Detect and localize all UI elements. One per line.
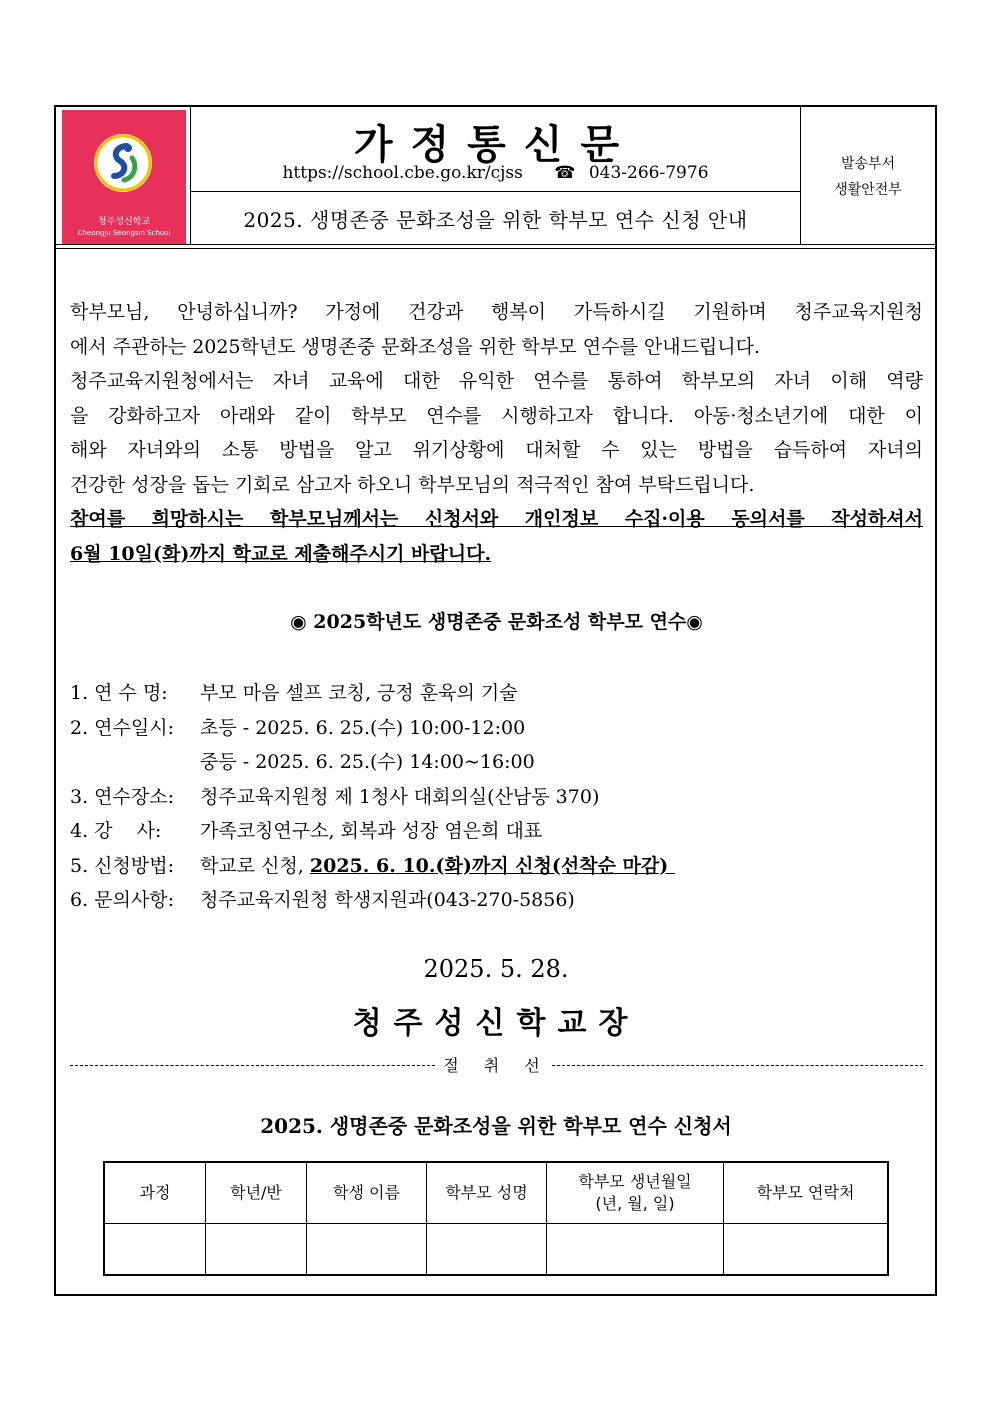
- info-item-datetime: [70, 711, 923, 746]
- principal-signature: 청주성신학교장: [352, 1006, 640, 1041]
- table-row: [104, 1224, 888, 1276]
- apply-deadline: 2025. 6. 10.(화)까지 신청(선착순 마감): [309, 854, 675, 877]
- paragraph-line: 에서 주관하는 2025학년도 생명존중 문화조성을 위한 학부모 연수를 안내드립니다.: [70, 335, 761, 358]
- info-item-inquiry: [70, 883, 923, 918]
- info-item-apply-method: [70, 849, 923, 884]
- header-divider-right: [800, 107, 801, 245]
- phone-icon: ☎: [554, 163, 576, 183]
- logo-school-name: 청주성신학교: [97, 217, 151, 227]
- input-cell-parent-birthdate[interactable]: [547, 1224, 724, 1276]
- training-section-title: ◉ 2025학년도 생명존중 문화조성 학부모 연수◉: [290, 611, 703, 633]
- table-header-row: [104, 1162, 888, 1224]
- info-label: 4. 강 사:: [70, 820, 162, 842]
- info-value: 부모 마음 셀프 코칭, 긍정 훈육의 기술: [200, 682, 518, 704]
- paragraph-line: 청주교육지원청에서는 자녀 교육에 대한 유익한 연수를 통하여 학부모의 자녀 이해 역량: [70, 370, 923, 392]
- column-header-grade-class: 학년/반: [206, 1162, 307, 1224]
- column-header-course: 과정: [104, 1162, 206, 1224]
- intro-paragraph: [70, 295, 923, 571]
- info-value: 청주교육지원청 학생지원과(043-270-5856): [200, 889, 575, 911]
- newsletter-subtitle: 2025. 생명존중 문화조성을 위한 학부모 연수 신청 안내: [243, 208, 748, 232]
- notice-line: 참여를 희망하시는 학부모님께서는 신청서와 개인정보 수집·이용 동의서를 작성하셔서: [70, 508, 923, 530]
- input-cell-grade-class[interactable]: [206, 1224, 307, 1276]
- input-cell-course[interactable]: [104, 1224, 206, 1276]
- paragraph-line: 해와 자녀와의 소통 방법을 알고 위기상황에 대처할 수 있는 방법을 습득하여 자녀의: [70, 439, 923, 461]
- info-value: 청주교육지원청 제 1청사 대회의실(산남동 370): [200, 785, 600, 808]
- logo-emblem-icon: [94, 134, 152, 192]
- column-header-parent-name: 학부모 성명: [427, 1162, 547, 1224]
- application-form-table: [103, 1161, 889, 1276]
- column-header-line: (년, 월, 일): [595, 1194, 675, 1213]
- header-bottom-line-double: [56, 248, 935, 249]
- info-item-speaker: [70, 814, 923, 849]
- header-bottom-line: [56, 244, 935, 245]
- school-url[interactable]: https://school.cbe.go.kr/cjss: [282, 163, 523, 183]
- school-phone: 043-266-7976: [588, 163, 709, 183]
- info-value: 초등 - 2025. 6. 25.(수) 10:00-12:00: [200, 716, 526, 739]
- header: [56, 107, 935, 247]
- paragraph-line: 학부모님, 안녕하십니까? 가정에 건강과 행복이 가득하시길 기원하며 청주교육지원청: [70, 301, 923, 323]
- info-value: 가족코칭연구소, 회복과 성장 염은희 대표: [200, 820, 543, 842]
- logo-school-english-name: Cheongju Seongsin School: [77, 229, 171, 237]
- info-value: 학교로 신청,: [200, 854, 310, 877]
- training-info-list: [70, 676, 923, 918]
- info-item-datetime-2: [70, 745, 923, 780]
- input-cell-parent-name[interactable]: [427, 1224, 547, 1276]
- sending-department-label: 발송부서: [840, 156, 896, 172]
- newsletter-title: 가정통신문: [353, 121, 638, 168]
- application-form-title: 2025. 생명존중 문화조성을 위한 학부모 연수 신청서: [260, 1114, 732, 1138]
- info-label: 3. 연수장소:: [70, 785, 174, 808]
- paragraph-line: 을 강화하고자 아래와 같이 학부모 연수를 시행하고자 합니다. 아동·청소년기에 대한 이: [70, 404, 923, 427]
- info-label: 2. 연수일시:: [70, 716, 174, 739]
- school-logo: [62, 110, 186, 244]
- info-value: 중등 - 2025. 6. 25.(수) 14:00~16:00: [200, 751, 535, 773]
- title-divider: [190, 191, 800, 192]
- sending-department-name: 생활안전부: [834, 182, 902, 198]
- column-header-line: 학부모 생년월일: [578, 1172, 692, 1191]
- info-label: 6. 문의사항:: [70, 889, 174, 911]
- info-item-venue: [70, 780, 923, 815]
- cut-line: [70, 1053, 923, 1077]
- issue-date: 2025. 5. 28.: [423, 955, 569, 983]
- input-cell-parent-contact[interactable]: [724, 1224, 889, 1276]
- cut-line-label: 절 취 선: [443, 1056, 550, 1075]
- column-header-student-name: 학생 이름: [307, 1162, 427, 1224]
- info-label: 1. 연 수 명:: [70, 682, 168, 704]
- paragraph-line: 건강한 성장을 돕는 기회로 삼고자 하오니 학부모님의 적극적인 참여 부탁드립니다.: [70, 473, 755, 496]
- column-header-parent-birthdate: [547, 1162, 724, 1224]
- notice-line: 6월 10일(화)까지 학교로 제출해주시기 바랍니다.: [70, 542, 492, 565]
- info-item-name: [70, 676, 923, 711]
- contact-line: [191, 163, 800, 183]
- input-cell-student-name[interactable]: [307, 1224, 427, 1276]
- info-label: 5. 신청방법:: [70, 854, 174, 877]
- column-header-parent-contact: 학부모 연락처: [724, 1162, 889, 1224]
- cut-dash-right: [552, 1065, 923, 1066]
